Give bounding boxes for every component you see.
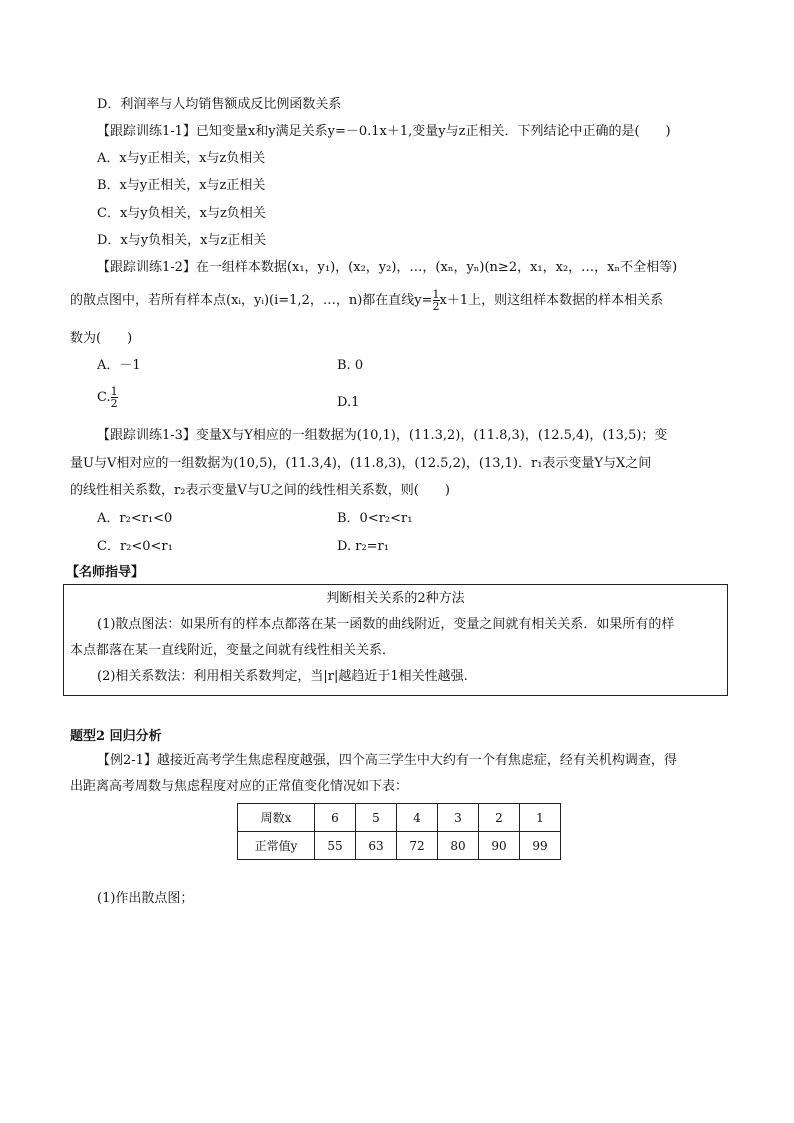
drill-1-2-stem-line2 [70,289,663,312]
example-2-1-line2: 出距离高考周数与焦虑程度对应的正常值变化情况如下表： [70,779,409,794]
drill-1-1-stem: 【跟踪训练1-1】已知变量x和y满足关系y=－0.1x＋1,变量y与z正相关．下列结论中正确的是( ) [97,124,671,139]
table-cell: 90 [479,832,520,860]
table-cell: 72 [397,832,438,860]
drill-1-1-option-a: A．x与y正相关，x与z负相关 [97,151,266,166]
table-cell: 2 [479,804,520,832]
section-2-title: 题型2 回归分析 [70,729,162,744]
option-c-denominator: 2 [110,397,118,410]
drill-1-3-option-a: A．r₂<r₁<0 [97,511,173,526]
drill-1-1-option-c: C．x与y负相关，x与z负相关 [97,206,266,221]
drill-1-3-line1: 【跟踪训练1-3】变量X与Y相应的一组数据为(10,1)，(11.3,2)，(11.8,3)，(12.5,4)，(13,5)；变 [97,428,668,443]
option-c-numerator: 1 [110,385,118,398]
table-cell: 3 [438,804,479,832]
drill-1-2-stem-line3: 数为( ) [70,331,133,346]
table-cell: 99 [520,832,561,860]
table-row-label: 正常值y [238,832,315,860]
drill-1-2-stem-after: x＋1上，则这组样本数据的样本相关系 [439,293,664,308]
fraction-denominator: 2 [432,300,440,313]
weeks-normal-value-table [237,803,561,860]
q1-option-d: D．利润率与人均销售额成反比例函数关系 [97,97,342,112]
method-1-line1: (1)散点图法：如果所有的样本点都落在某一函数的曲线附近，变量之间就有相关关系．如果所有的样 [97,617,675,632]
table-cell: 55 [315,832,356,860]
fraction-numerator: 1 [432,288,440,301]
example-2-1-question-1: (1)作出散点图； [97,891,194,906]
method-1-line2: 本点都落在某一直线附近，变量之间就有线性相关关系． [70,643,396,658]
drill-1-3-line3: 的线性相关系数，r₂表示变量V与U之间的线性相关系数，则( ) [70,483,450,498]
method-box-title: 判断相关关系的2种方法 [326,591,465,606]
drill-1-1-option-b: B．x与y正相关，x与z正相关 [97,178,266,193]
drill-1-2-stem-line1: 【跟踪训练1-2】在一组样本数据(x₁，y₁)，(x₂，y₂)，…，(xₙ，yₙ)(n≥2，x₁，x₂，…，xₙ不全相等) [97,260,678,275]
drill-1-1-option-d: D．x与y负相关，x与z正相关 [97,233,267,248]
drill-1-3-option-b: B．0<r₂<r₁ [337,511,413,526]
method-box [63,584,728,696]
method-2: (2)相关系数法：利用相关系数判定，当|r|越趋近于1相关性越强. [97,669,468,684]
option-c-fraction [111,386,118,409]
table-row [238,804,561,832]
table-cell: 5 [356,804,397,832]
table-cell: 80 [438,832,479,860]
drill-1-2-option-c [97,386,118,409]
table-cell: 63 [356,832,397,860]
drill-1-2-option-d: D.1 [337,395,360,410]
table-row [238,832,561,860]
teacher-guide-heading: 【名师指导】 [66,565,145,580]
fraction-one-half [433,289,440,312]
table-cell: 1 [520,804,561,832]
table-row-label: 周数x [238,804,315,832]
drill-1-3-option-c: C．r₂<0<r₁ [97,539,173,554]
example-2-1-line1: 【例2-1】越接近高考学生焦虑程度越强，四个高三学生中大约有一个有焦虑症，经有关机构调查，得 [97,753,677,768]
drill-1-2-option-a: A．－1 [97,358,141,373]
drill-1-2-option-b: B. 0 [337,358,364,373]
drill-1-3-line2: 量U与V相对应的一组数据为(10,5)，(11.3,4)，(11.8,3)，(12.5,2)，(13,1)．r₁表示变量Y与X之间 [70,456,652,471]
table-cell: 6 [315,804,356,832]
option-c-prefix: C. [97,390,111,405]
drill-1-2-stem-before: 的散点图中，若所有样本点(xᵢ，yᵢ)(i=1,2，…，n)都在直线y= [70,293,433,308]
table-cell: 4 [397,804,438,832]
drill-1-3-option-d: D. r₂=r₁ [337,539,389,554]
